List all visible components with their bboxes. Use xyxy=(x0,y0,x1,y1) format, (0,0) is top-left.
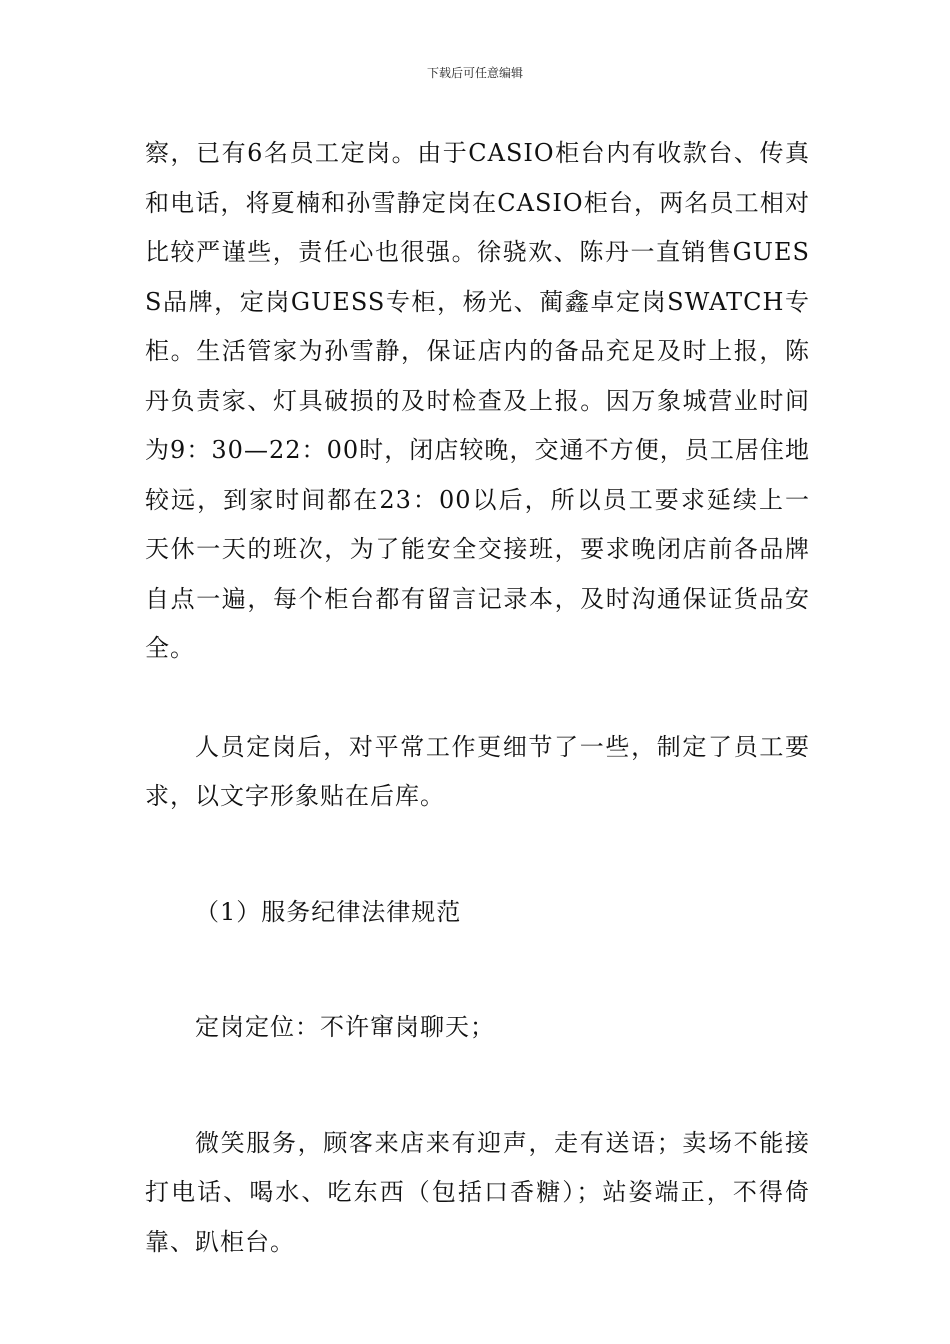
paragraph-staff-assignment: 察，已有6名员工定岗。由于CASIO柜台内有收款台、传真和电话，将夏楠和孙雪静定岗在CASIO柜台，两名员工相对比较严谨些，责任心也很强。徐骁欢、陈丹一直销售GUESS品牌，定岗GUESS专柜，杨光、蔺鑫卓定岗SWATCH专柜。生活管家为孙雪静，保证店内的备品充足及时上报，陈丹负责家、灯具破损的及时检查及上报。因万象城营业时间为9：30—22：00时，闭店较晚，交通不方便，员工居住地较远，到家时间都在23：00以后，所以员工要求延续上一天休一天的班次，为了能安全交接班，要求晚闭店前各品牌自点一遍，每个柜台都有留言记录本，及时沟通保证货品安全。 xyxy=(145,139,810,662)
paragraph-staff-requirements: 人员定岗后，对平常工作更细节了一些，制定了员工要求，以文字形象贴在后库。 xyxy=(145,732,810,810)
paragraph-post-rule: 定岗定位：不许窜岗聊天； xyxy=(195,1013,495,1041)
page-header-note: 下载后可任意编辑 xyxy=(426,66,523,80)
document-body xyxy=(145,129,810,1267)
section-heading-service-discipline: （1）服务纪律法律规范 xyxy=(195,897,462,926)
paragraph-smile-service: 微笑服务，顾客来店来有迎声，走有送语；卖场不能接打电话、喝水、吃东西（包括口香糖）；站姿端正，不得倚靠、趴柜台。 xyxy=(145,1128,810,1256)
